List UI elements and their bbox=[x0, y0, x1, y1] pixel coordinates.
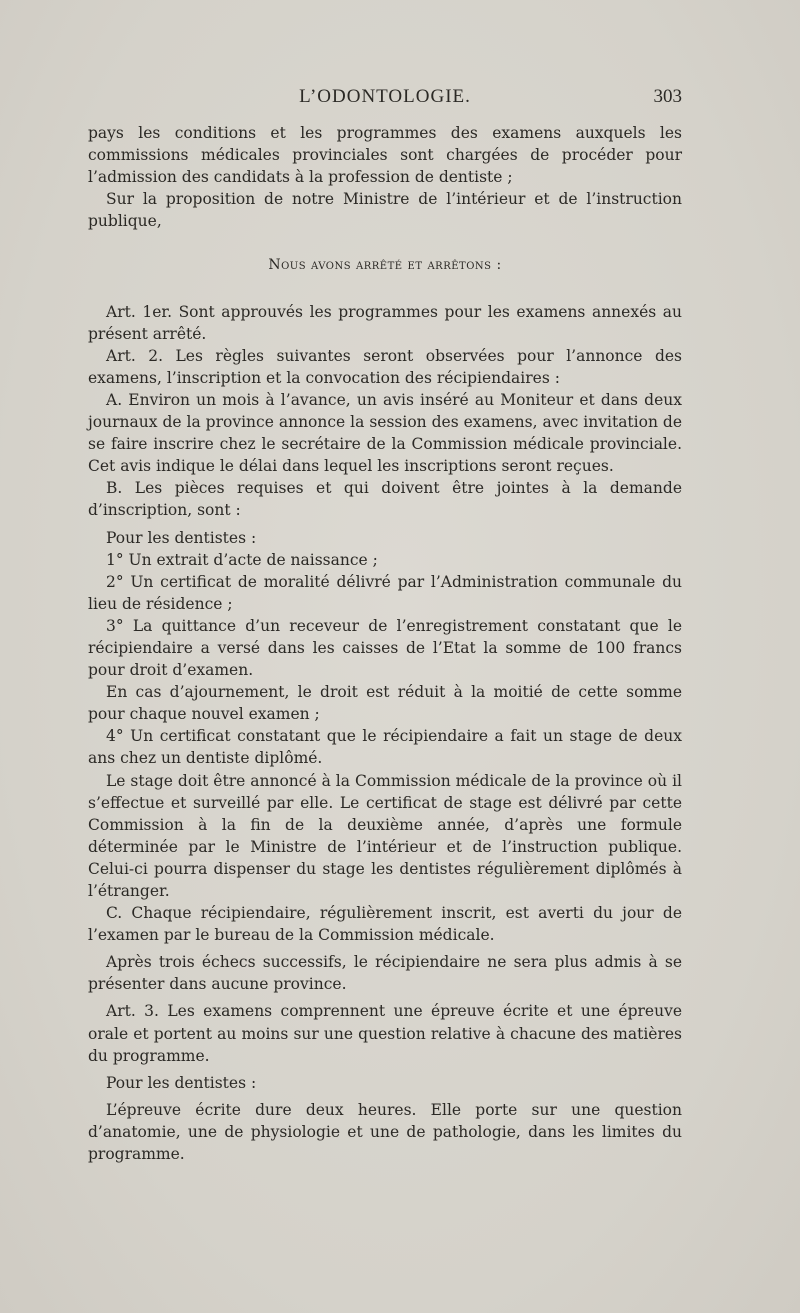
paragraph-1: pays les conditions et les programmes des examens auxquels les commissions médicales provinciales sont chargées de procéder pour l’admission des candidats à la profession de dentiste ; bbox=[88, 124, 682, 187]
section-heading: Nous avons arrêté et arrêtons : bbox=[268, 257, 502, 274]
paragraph-art-2: Art. 2. Les règles suivantes seront observées pour l’annonce des examens, l’inscription et la convocation des récipiendaires : bbox=[88, 346, 682, 387]
paragraph-b: B. Les pièces requises et qui doivent être jointes à la demande d’inscription, sont : bbox=[88, 479, 682, 520]
paragraph-item-1: 1° Un extrait d’acte de naissance ; bbox=[106, 550, 378, 569]
page-number: 303 bbox=[653, 86, 682, 107]
paragraph-2: Sur la proposition de notre Ministre de l’intérieur et de l’instruction publique, bbox=[88, 190, 682, 231]
paragraph-item-3: 3° La quittance d’un receveur de l’enregistrement constatant que le récipiendaire a versé dans les caisses de l’Etat la somme de 100 francs pour droit d’examen. bbox=[88, 616, 682, 680]
paragraph-stage: Le stage doit être annoncé à la Commission médicale de la province où il s’effectue et surveillé par elle. Le certificat de stage est délivré par cette Commission à la fin de la deuxième année, d’après une formule déterminée par le Ministre de l’intérieur et de l’instruction publique. Celui-ci pourra dispenser du stage les dentistes régulièrement diplômés à l’étranger. bbox=[88, 771, 682, 900]
paragraph-epreuve-ecrite: L’épreuve écrite dure deux heures. Elle porte sur une question d’anatomie, une de physiologie et une de pathologie, dans les limites du programme. bbox=[88, 1100, 682, 1164]
paragraph-pour-les-dentistes-2: Pour les dentistes : bbox=[106, 1073, 257, 1092]
paragraph-item-2: 2° Un certificat de moralité délivré par l’Administration communale du lieu de résidence ; bbox=[88, 572, 682, 613]
body-text bbox=[88, 122, 682, 1165]
paragraph-item-4: 4° Un certificat constatant que le récipiendaire a fait un stage de deux ans chez un dentiste diplômé. bbox=[88, 727, 682, 768]
paragraph-echecs: Après trois échecs successifs, le récipiendaire ne sera plus admis à se présenter dans aucune province. bbox=[88, 953, 682, 994]
paragraph-c: C. Chaque récipiendaire, régulièrement inscrit, est averti du jour de l’examen par le bureau de la Commission médicale. bbox=[88, 904, 682, 945]
paragraph-art-1: Art. 1er. Sont approuvés les programmes pour les examens annexés au présent arrêté. bbox=[88, 302, 682, 343]
running-header bbox=[88, 86, 682, 112]
paragraph-art-3: Art. 3. Les examens comprennent une épreuve écrite et une épreuve orale et portent au moins sur une question relative à chacune des matières du programme. bbox=[88, 1002, 682, 1065]
paragraph-ajournement: En cas d’ajournement, le droit est réduit à la moitié de cette somme pour chaque nouvel examen ; bbox=[88, 683, 682, 724]
paragraph-a: A. Environ un mois à l’avance, un avis inséré au Moniteur et dans deux journaux de la province annonce la session des examens, avec invitation de se faire inscrire chez le secrétaire de la Commission médicale provinciale. Cet avis indique le délai dans lequel les inscriptions seront reçues. bbox=[88, 390, 682, 476]
running-title: L’ODONTOLOGIE. bbox=[299, 86, 471, 107]
paragraph-pour-les-dentistes-1: Pour les dentistes : bbox=[106, 528, 257, 547]
